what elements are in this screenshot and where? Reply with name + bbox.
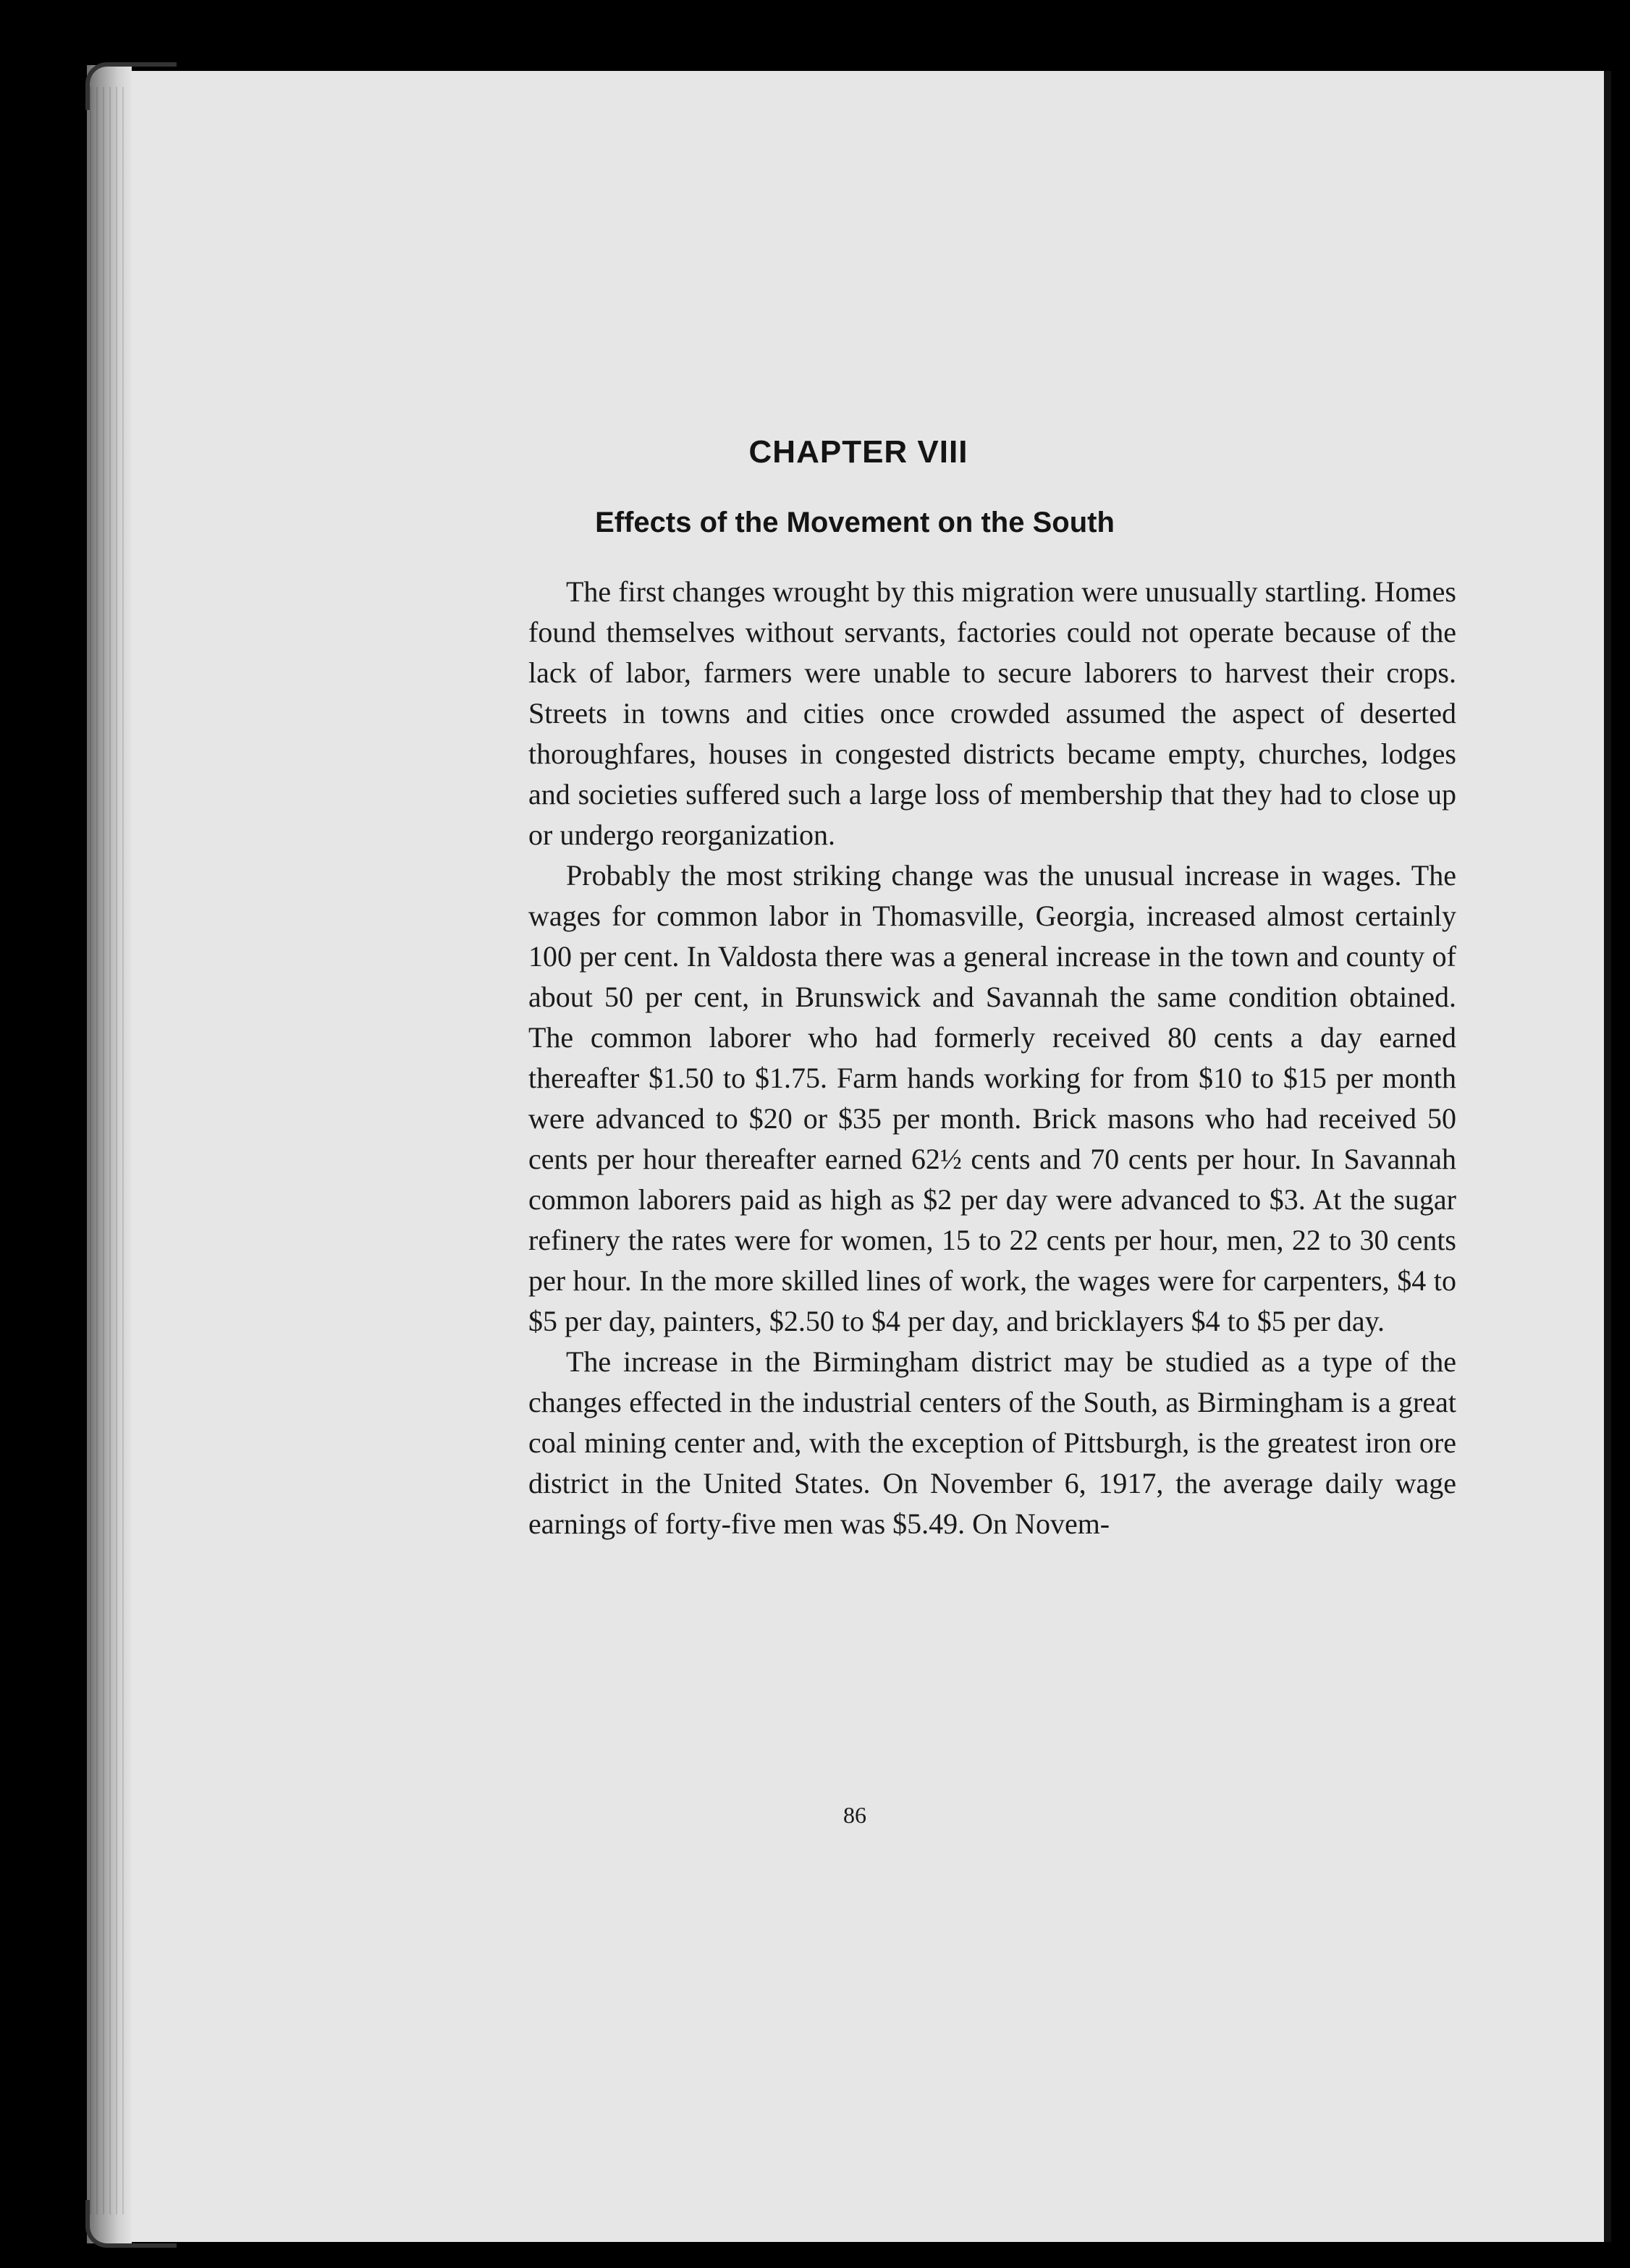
chapter-heading: CHAPTER VIII	[748, 434, 968, 470]
body-text	[528, 572, 1456, 1544]
page-edge-right	[1604, 71, 1611, 2242]
paragraph: Probably the most striking change was the unusual increase in wages. The wages for common labor in Thomasville, Georgia, increased almost certainly 100 per cent. In Valdosta there was a general increase in the town and county of about 50 per cent, in Brunswick and Savannah the same condition obtained. The common laborer who had formerly received 80 cents a day earned thereafter $1.50 to $1.75. Farm hands working for from $10 to $15 per month were advanced to $20 or $35 per month. Brick masons who had received 50 cents per hour thereafter earned 62½ cents and 70 cents per hour. In Savannah common laborers paid as high as $2 per day were advanced to $3. At the sugar refinery the rates were for women, 15 to 22 cents per hour, men, 22 to 30 cents per hour. In the more skilled lines of work, the wages were for carpenters, $4 to $5 per day, painters, $2.50 to $4 per day, and bricklayers $4 to $5 per day.	[528, 859, 1456, 1337]
paragraph: The increase in the Birmingham district may be studied as a type of the changes effected in the industrial centers of the South, as Birmingham is a great coal mining center and, with the exception of Pittsburgh, is the greatest iron ore district in the United States. On November 6, 1917, the average daily wage earnings of forty-five men was $5.49. On Novem-	[528, 1345, 1456, 1540]
spine-texture	[90, 87, 126, 2214]
page-number: 86	[843, 1802, 866, 1828]
cover-corner-bottom	[85, 2200, 177, 2248]
chapter-subtitle: Effects of the Movement on the South	[595, 507, 1115, 538]
paragraph: The first changes wrought by this migration were unusually startling. Homes found themselves without servants, factories could not operate because of the lack of labor, farmers were unable to secure laborers to harvest their crops. Streets in towns and cities once crowded assumed the aspect of deserted thoroughfares, houses in congested districts became empty, churches, lodges and societies suffered such a large loss of membership that they had to close up or undergo reorganization.	[528, 575, 1456, 851]
cover-corner-top	[85, 62, 177, 110]
